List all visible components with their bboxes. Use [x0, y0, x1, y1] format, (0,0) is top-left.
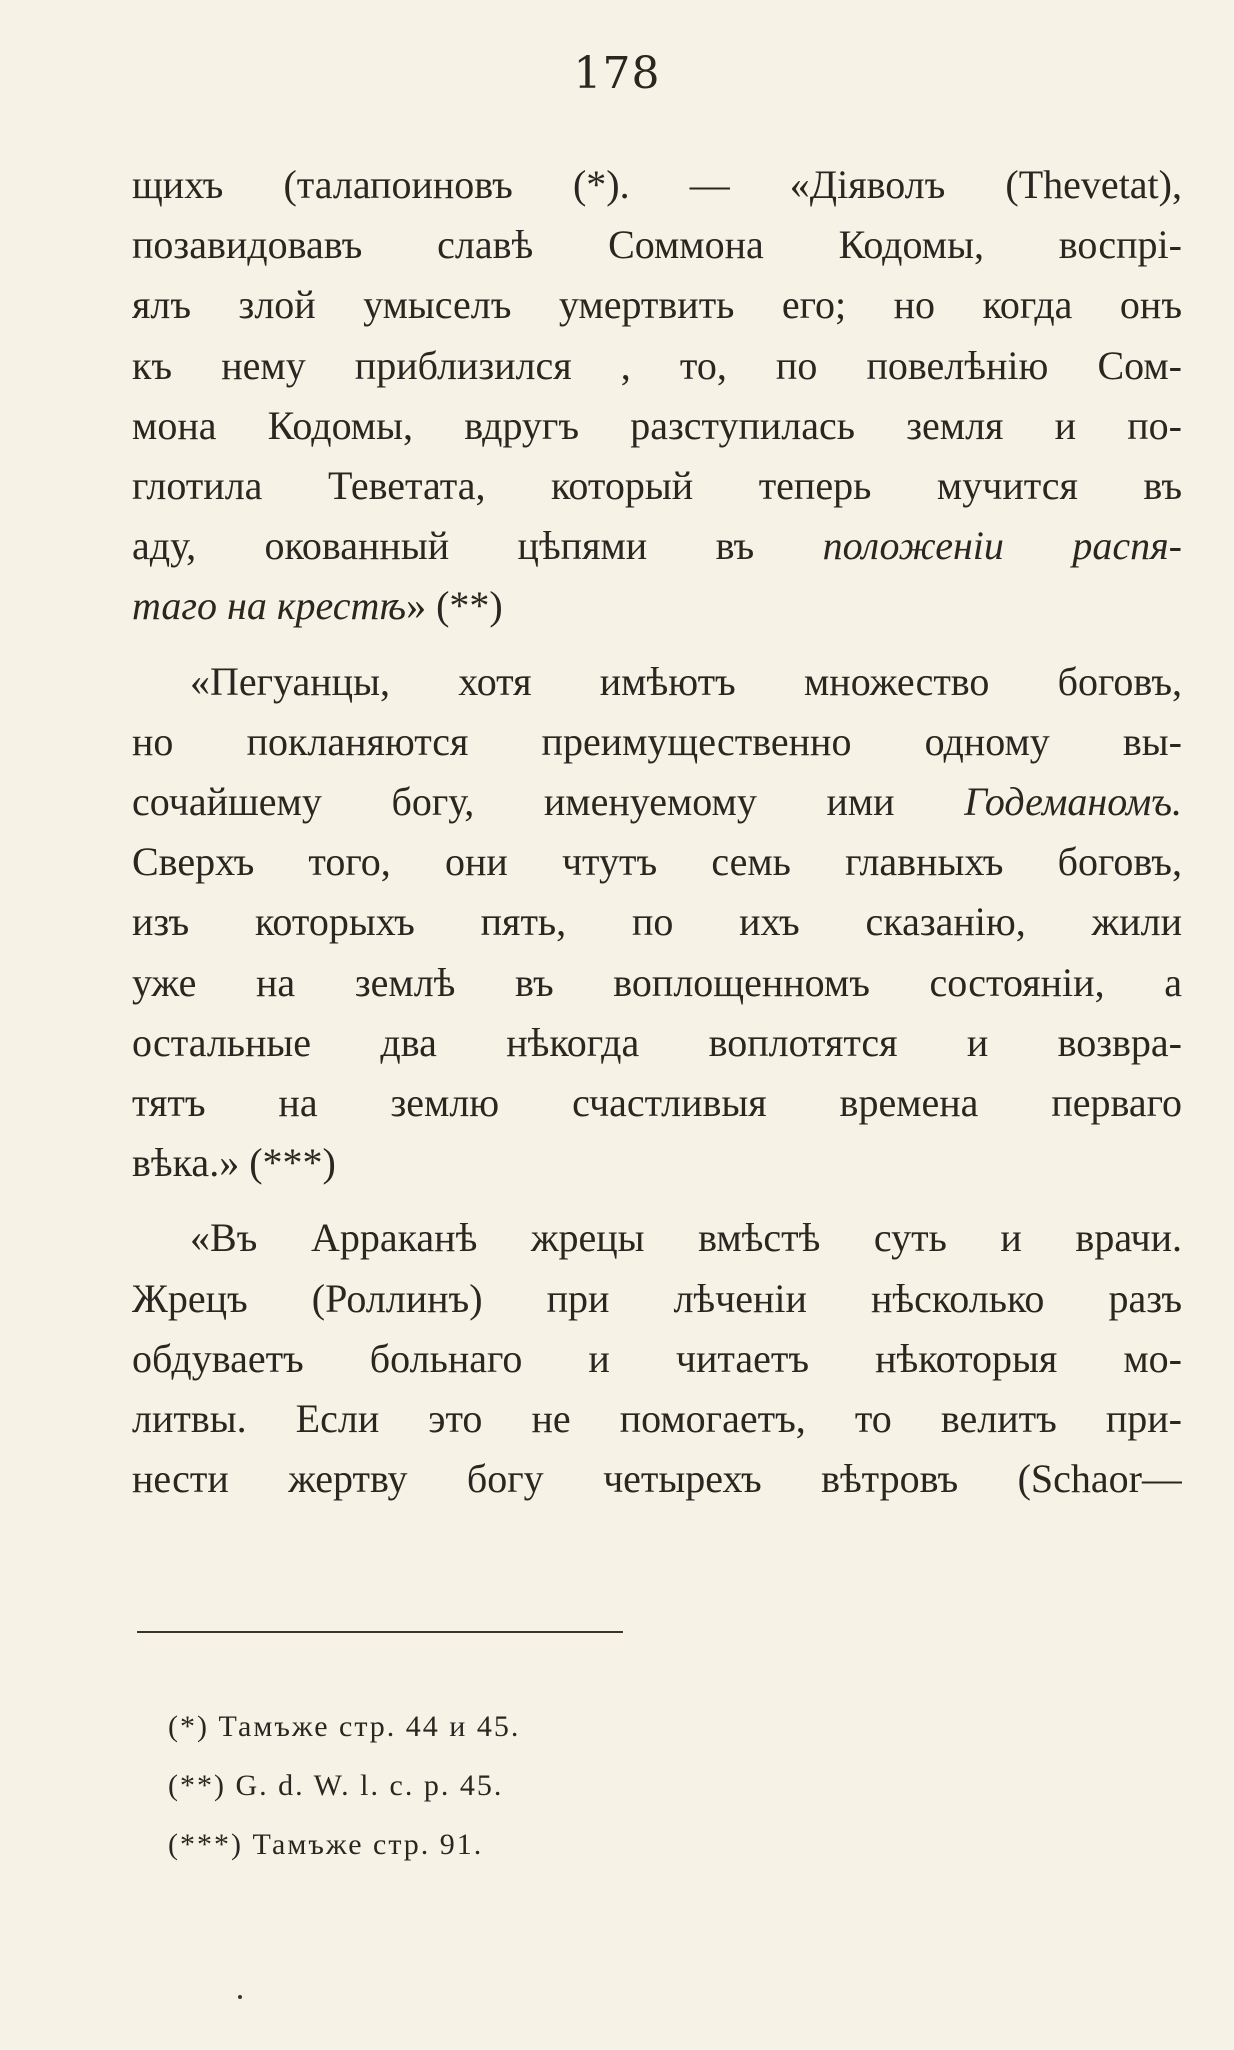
- text-line: Жрецъ (Роллинъ) при лѣченіи нѣсколько разъ: [132, 1275, 1182, 1321]
- text-line: ялъ злой умыселъ умертвить его; но когда онъ: [132, 282, 1182, 328]
- text-line: къ нему приблизился , то, по повелѣнію Сом-: [132, 342, 1182, 388]
- text-line: «Въ Арраканѣ жрецы вмѣстѣ суть и врачи.: [190, 1215, 1182, 1261]
- text-line: уже на землѣ въ воплощенномъ состояніи, а: [132, 959, 1182, 1005]
- text-line: тятъ на землю счастливыя времена перваго: [132, 1080, 1182, 1126]
- footnote: (***) Тамъже стр. 91.: [168, 1828, 484, 1861]
- text-line: литвы. Если это не помогаетъ, то велитъ при-: [132, 1396, 1182, 1442]
- footnote: (**) G. d. W. l. c. p. 45.: [168, 1769, 504, 1802]
- main-text: [132, 155, 1182, 1509]
- text-line: глотила Теветата, который теперь мучится въ: [132, 463, 1182, 509]
- text-line: но покланяются преимущественно одному вы-: [132, 718, 1182, 764]
- text-line: обдуваетъ больнаго и читаетъ нѣкоторыя мо-: [132, 1335, 1182, 1381]
- page-number: 178: [573, 48, 661, 99]
- text-line: нести жертву богу четырехъ вѣтровъ (Schaor—: [132, 1456, 1182, 1502]
- ink-speck: [238, 1995, 242, 1999]
- text-line: изъ которыхъ пять, по ихъ сказанію, жили: [132, 899, 1182, 945]
- text-segment: аду, окованный цѣпями въ: [132, 523, 823, 569]
- text-line: мона Кодомы, вдругъ разступилась земля и по-: [132, 402, 1182, 448]
- text-segment: » (**): [406, 583, 503, 629]
- text-line: [132, 576, 1182, 636]
- italic-phrase: таго на крестѣ: [132, 583, 407, 629]
- paragraph-3: [132, 1208, 1182, 1509]
- text-line: вѣка.» (***): [132, 1140, 336, 1186]
- text-line: остальные два нѣкогда воплотятся и возвра-: [132, 1019, 1182, 1065]
- footnote-divider: [137, 1631, 623, 1633]
- text-line: Сверхъ того, они чтутъ семь главныхъ боговъ,: [132, 839, 1182, 885]
- italic-phrase: положеніи распя-: [822, 523, 1182, 569]
- text-line: [132, 772, 1182, 832]
- text-line: [132, 516, 1182, 576]
- italic-phrase: Годеманомъ.: [964, 779, 1182, 825]
- text-line: позавидовавъ славѣ Соммона Кодомы, воспрі-: [132, 222, 1182, 268]
- paragraph-1: [132, 155, 1182, 637]
- footnote: (*) Тамъже стр. 44 и 45.: [168, 1710, 521, 1743]
- paragraph-2: [132, 652, 1182, 1194]
- text-line: щихъ (талапоиновъ (*). — «Діяволъ (Thevetat),: [132, 162, 1182, 207]
- text-segment: сочайшему богу, именуемому ими: [132, 779, 965, 825]
- footnotes: [168, 1697, 1068, 1874]
- text-line: «Пегуанцы, хотя имѣютъ множество боговъ,: [190, 658, 1182, 704]
